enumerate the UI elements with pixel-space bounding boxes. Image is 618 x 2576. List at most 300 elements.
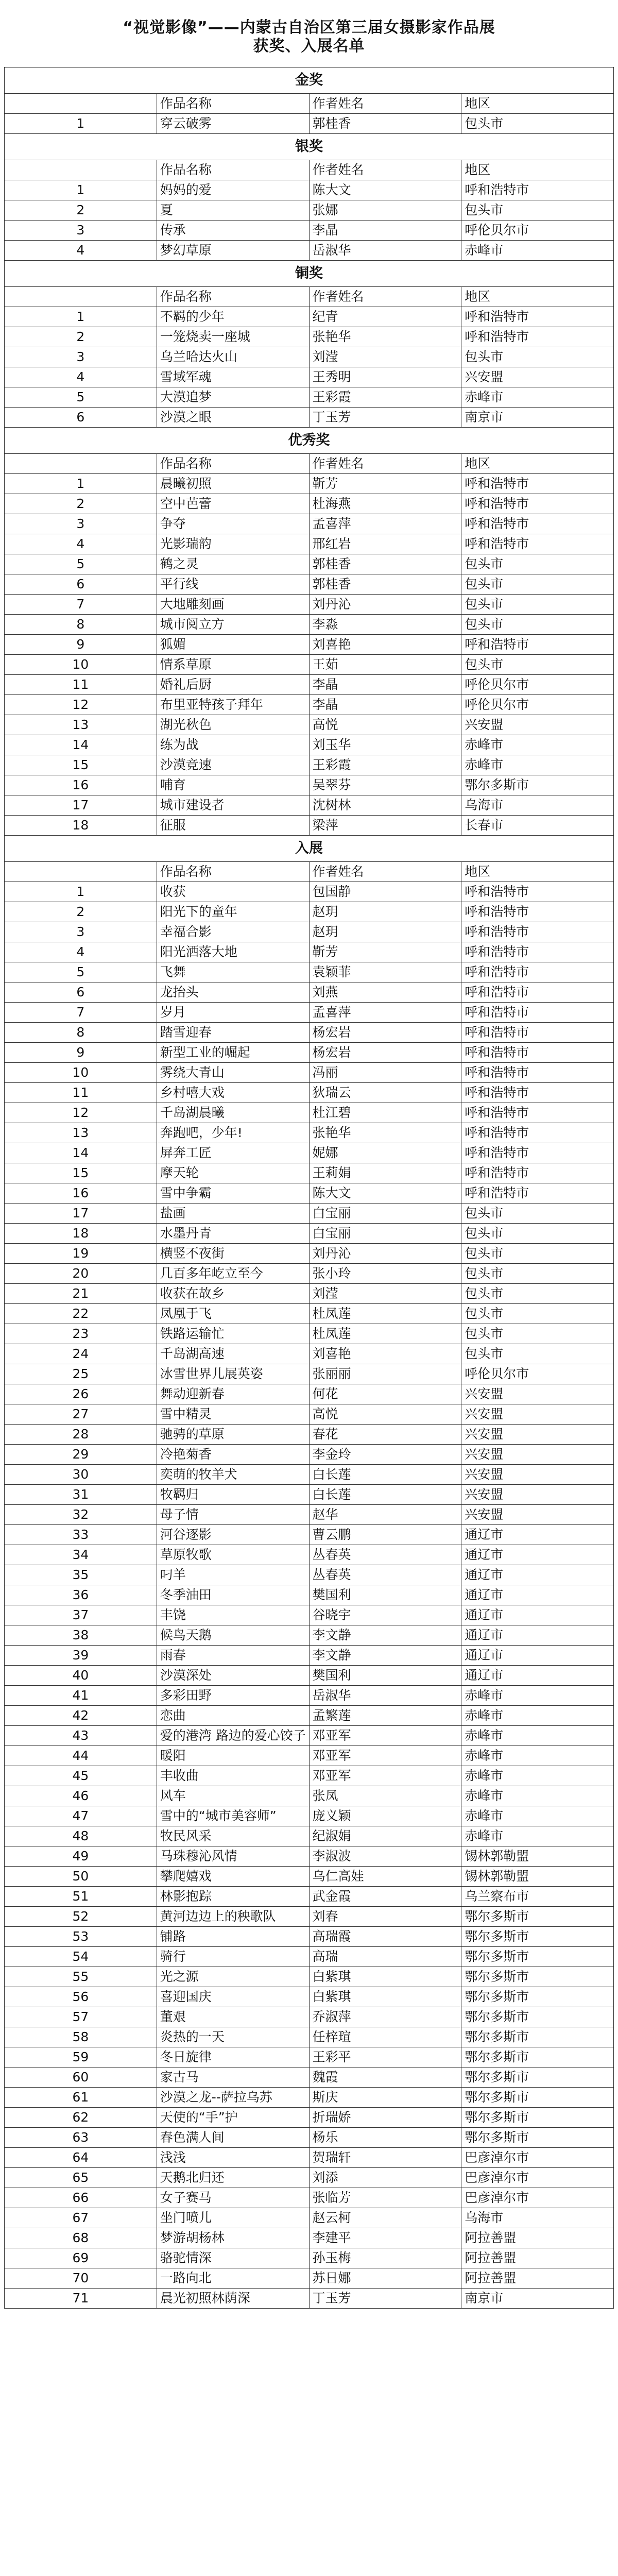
region: 赤峰市 [461,735,614,755]
work-title: 传承 [157,221,309,241]
work-title: 妈妈的爱 [157,180,309,200]
table-row [5,1103,614,1123]
header-author: 作者姓名 [309,862,461,882]
region: 巴彦淖尔市 [461,2148,614,2168]
region: 包头市 [461,1324,614,1344]
table-row [5,1445,614,1465]
author-name: 杨宏岩 [309,1043,461,1063]
author-name: 纪淑娟 [309,1826,461,1846]
work-title: 不羁的少年 [157,307,309,327]
header-index [5,862,157,882]
author-name: 包国静 [309,882,461,902]
row-index: 1 [5,114,157,134]
region: 鄂尔多斯市 [461,2027,614,2047]
table-row [5,1706,614,1726]
region: 呼伦贝尔市 [461,695,614,715]
author-name: 赵云柯 [309,2208,461,2228]
table-row [5,755,614,775]
work-title: 光之源 [157,1967,309,1987]
region: 包头市 [461,1224,614,1244]
work-title: 冬季油田 [157,1585,309,1605]
row-index: 1 [5,180,157,200]
region: 赤峰市 [461,1706,614,1726]
author-name: 张艳华 [309,1123,461,1143]
row-index: 7 [5,1003,157,1023]
region: 包头市 [461,114,614,134]
work-title: 收获 [157,882,309,902]
author-name: 赵华 [309,1505,461,1525]
table-row [5,1244,614,1264]
region: 包头市 [461,554,614,574]
work-title: 岁月 [157,1003,309,1023]
table-row [5,2007,614,2027]
table-row [5,1465,614,1485]
author-name: 李淑波 [309,1846,461,1867]
row-index: 19 [5,1244,157,1264]
region: 通辽市 [461,1585,614,1605]
table-row [5,2088,614,2108]
work-title: 婚礼后厨 [157,675,309,695]
author-name: 孟喜萍 [309,1003,461,1023]
region: 呼和浩特市 [461,1103,614,1123]
region: 鄂尔多斯市 [461,2007,614,2027]
table-row [5,387,614,408]
author-name: 白紫琪 [309,1987,461,2007]
work-title: 沙漠竞速 [157,755,309,775]
row-index: 13 [5,715,157,735]
table-row [5,221,614,241]
author-name: 白宝丽 [309,1224,461,1244]
region: 通辽市 [461,1646,614,1666]
header-author: 作者姓名 [309,94,461,114]
section-title-row [5,836,614,862]
header-name: 作品名称 [157,287,309,307]
work-title: 大地雕刻画 [157,595,309,615]
region: 阿拉善盟 [461,2228,614,2248]
region: 包头市 [461,347,614,367]
table-row [5,2027,614,2047]
region: 鄂尔多斯市 [461,1987,614,2007]
header-index [5,287,157,307]
table-row [5,735,614,755]
work-title: 暖阳 [157,1746,309,1766]
row-index: 33 [5,1525,157,1545]
table-row [5,962,614,982]
table-row [5,2067,614,2088]
work-title: 沙漠之眼 [157,408,309,428]
region: 兴安盟 [461,1445,614,1465]
author-name: 李晶 [309,221,461,241]
region: 兴安盟 [461,367,614,387]
table-row [5,307,614,327]
region: 呼和浩特市 [461,1043,614,1063]
table-row [5,655,614,675]
region: 呼和浩特市 [461,307,614,327]
header-author: 作者姓名 [309,287,461,307]
work-title: 雨春 [157,1646,309,1666]
work-title: 空中芭蕾 [157,494,309,514]
work-title: 雪中精灵 [157,1404,309,1425]
author-name: 白宝丽 [309,1204,461,1224]
table-row [5,1605,614,1625]
row-index: 6 [5,574,157,595]
region: 锡林郭勒盟 [461,1867,614,1887]
author-name: 高瑞霞 [309,1927,461,1947]
author-name: 陈大文 [309,180,461,200]
table-row [5,1003,614,1023]
work-title: 水墨丹青 [157,1224,309,1244]
region: 通辽市 [461,1625,614,1646]
row-index: 13 [5,1123,157,1143]
header-name: 作品名称 [157,454,309,474]
section-title-row [5,67,614,94]
author-name: 郭桂香 [309,574,461,595]
row-index: 21 [5,1284,157,1304]
table-row [5,882,614,902]
region: 包头市 [461,574,614,595]
table-row [5,1324,614,1344]
row-index: 45 [5,1766,157,1786]
row-index: 41 [5,1686,157,1706]
region: 兴安盟 [461,1425,614,1445]
row-index: 63 [5,2128,157,2148]
table-row [5,2268,614,2289]
region: 鄂尔多斯市 [461,775,614,795]
table-row [5,1927,614,1947]
region: 通辽市 [461,1545,614,1565]
table-row [5,408,614,428]
row-index: 4 [5,367,157,387]
work-title: 丰饶 [157,1605,309,1625]
table-row [5,494,614,514]
table-row [5,1967,614,1987]
author-name: 张丽丽 [309,1364,461,1384]
row-index: 4 [5,534,157,554]
row-index: 61 [5,2088,157,2108]
work-title: 沙漠深处 [157,1666,309,1686]
work-title: 爱的港湾 路边的爱心饺子 [157,1726,309,1746]
page-title: “视觉影像”——内蒙古自治区第三届女摄影家作品展 [123,19,495,37]
region: 通辽市 [461,1666,614,1686]
table-row [5,1726,614,1746]
row-index: 38 [5,1625,157,1646]
table-row [5,982,614,1003]
author-name: 曹云鹏 [309,1525,461,1545]
work-title: 练为战 [157,735,309,755]
table-row [5,1947,614,1967]
work-title: 狐媚 [157,635,309,655]
row-index: 59 [5,2047,157,2067]
author-name: 狄瑞云 [309,1083,461,1103]
row-index: 15 [5,1163,157,1183]
region: 包头市 [461,595,614,615]
author-name: 王秀明 [309,367,461,387]
row-index: 1 [5,307,157,327]
table-row [5,1183,614,1204]
table-row [5,514,614,534]
region: 兴安盟 [461,1485,614,1505]
work-title: 春色满人间 [157,2128,309,2148]
work-title: 恋曲 [157,1706,309,1726]
table-row [5,1646,614,1666]
region: 包头市 [461,1284,614,1304]
table-row [5,1485,614,1505]
author-name: 王彩霞 [309,387,461,408]
region: 赤峰市 [461,1686,614,1706]
author-name: 丛春英 [309,1565,461,1585]
region: 呼和浩特市 [461,1063,614,1083]
row-index: 30 [5,1465,157,1485]
table-row [5,1686,614,1706]
section-title: 银奖 [5,134,614,160]
author-name: 岳淑华 [309,1686,461,1706]
work-title: 草原牧歌 [157,1545,309,1565]
author-name: 杨乐 [309,2128,461,2148]
row-index: 28 [5,1425,157,1445]
author-name: 张临芳 [309,2188,461,2208]
row-index: 42 [5,1706,157,1726]
region: 呼和浩特市 [461,327,614,347]
author-name: 高悦 [309,715,461,735]
row-index: 12 [5,695,157,715]
row-index: 50 [5,1867,157,1887]
work-title: 冷艳菊香 [157,1445,309,1465]
author-name: 刘滢 [309,347,461,367]
region: 呼和浩特市 [461,180,614,200]
table-row [5,1505,614,1525]
author-name: 杜凤莲 [309,1324,461,1344]
row-index: 46 [5,1786,157,1806]
row-index: 16 [5,1183,157,1204]
work-title: 雪中争霸 [157,1183,309,1204]
work-title: 骑行 [157,1947,309,1967]
work-title: 龙抬头 [157,982,309,1003]
author-name: 郭桂香 [309,554,461,574]
title-block [0,10,618,67]
author-name: 王彩霞 [309,755,461,775]
table-row [5,1425,614,1445]
work-title: 争夺 [157,514,309,534]
table-row [5,1766,614,1786]
section-title: 入展 [5,836,614,862]
section-title: 优秀奖 [5,428,614,454]
region: 包头市 [461,1244,614,1264]
author-name: 谷晓宇 [309,1605,461,1625]
table-row [5,1023,614,1043]
table-row [5,2188,614,2208]
header-author: 作者姓名 [309,160,461,180]
table-row [5,1746,614,1766]
row-index: 66 [5,2188,157,2208]
region: 乌兰察布市 [461,1887,614,1907]
region: 鄂尔多斯市 [461,1947,614,1967]
header-index [5,94,157,114]
table-row [5,1666,614,1686]
work-title: 布里亚特孩子拜年 [157,695,309,715]
work-title: 沙漠之龙--萨拉乌苏 [157,2088,309,2108]
column-header-row [5,454,614,474]
region: 通辽市 [461,1525,614,1545]
author-name: 丁玉芳 [309,408,461,428]
row-index: 69 [5,2248,157,2268]
region: 呼和浩特市 [461,1143,614,1163]
table-row [5,1404,614,1425]
table-row [5,474,614,494]
work-title: 叼羊 [157,1565,309,1585]
author-name: 贺瑞轩 [309,2148,461,2168]
table-row [5,180,614,200]
author-name: 李金玲 [309,1445,461,1465]
region: 呼和浩特市 [461,1163,614,1183]
row-index: 55 [5,1967,157,1987]
table-row [5,1163,614,1183]
region: 赤峰市 [461,755,614,775]
work-title: 梦幻草原 [157,241,309,261]
region: 长春市 [461,816,614,836]
work-title: 雾绕大青山 [157,1063,309,1083]
table-row [5,1545,614,1565]
table-row [5,1625,614,1646]
row-index: 20 [5,1264,157,1284]
region: 鄂尔多斯市 [461,2108,614,2128]
author-name: 杜海燕 [309,494,461,514]
table-row [5,1083,614,1103]
author-name: 刘燕 [309,982,461,1003]
table-row [5,1786,614,1806]
row-index: 14 [5,1143,157,1163]
table-row [5,2047,614,2067]
row-index: 2 [5,327,157,347]
region: 呼和浩特市 [461,922,614,942]
table-row [5,1264,614,1284]
table-row [5,715,614,735]
table-row [5,200,614,221]
row-index: 43 [5,1726,157,1746]
section-title-row [5,134,614,160]
work-title: 城市阅立方 [157,615,309,635]
author-name: 邓亚军 [309,1726,461,1746]
table-row [5,2248,614,2268]
author-name: 刘春 [309,1907,461,1927]
work-title: 夏 [157,200,309,221]
header-region: 地区 [461,160,614,180]
row-index: 47 [5,1806,157,1826]
row-index: 10 [5,1063,157,1083]
region: 锡林郭勒盟 [461,1846,614,1867]
author-name: 孟繁莲 [309,1706,461,1726]
author-name: 樊国利 [309,1585,461,1605]
region: 鄂尔多斯市 [461,1967,614,1987]
author-name: 靳芳 [309,474,461,494]
author-name: 刘丹沁 [309,1244,461,1264]
table-row [5,241,614,261]
work-title: 千岛湖高速 [157,1344,309,1364]
row-index: 36 [5,1585,157,1605]
row-index: 56 [5,1987,157,2007]
author-name: 高瑞 [309,1947,461,1967]
row-index: 8 [5,615,157,635]
table-row [5,1867,614,1887]
work-title: 林影抱踪 [157,1887,309,1907]
table-row [5,2228,614,2248]
region: 呼和浩特市 [461,494,614,514]
table-row [5,1224,614,1244]
work-title: 风车 [157,1786,309,1806]
region: 鄂尔多斯市 [461,2128,614,2148]
section-title-row [5,428,614,454]
region: 呼和浩特市 [461,902,614,922]
row-index: 18 [5,1224,157,1244]
region: 兴安盟 [461,1465,614,1485]
row-index: 64 [5,2148,157,2168]
work-title: 候鸟天鹅 [157,1625,309,1646]
row-index: 53 [5,1927,157,1947]
header-region: 地区 [461,94,614,114]
author-name: 乌仁高娃 [309,1867,461,1887]
row-index: 3 [5,514,157,534]
author-name: 春花 [309,1425,461,1445]
work-title: 骆驼情深 [157,2248,309,2268]
author-name: 折瑞娇 [309,2108,461,2128]
column-header-row [5,160,614,180]
work-title: 一笼烧卖一座城 [157,327,309,347]
region: 鄂尔多斯市 [461,1907,614,1927]
row-index: 65 [5,2168,157,2188]
table-row [5,2168,614,2188]
work-title: 光影瑞韵 [157,534,309,554]
region: 南京市 [461,2289,614,2309]
author-name: 刘添 [309,2168,461,2188]
author-name: 沈树林 [309,795,461,816]
author-name: 赵玥 [309,902,461,922]
author-name: 岳淑华 [309,241,461,261]
region: 呼和浩特市 [461,1023,614,1043]
work-title: 铺路 [157,1927,309,1947]
row-index: 58 [5,2027,157,2047]
table-row [5,1143,614,1163]
row-index: 52 [5,1907,157,1927]
header-index [5,160,157,180]
section-title: 铜奖 [5,261,614,287]
row-index: 10 [5,655,157,675]
author-name: 张小玲 [309,1264,461,1284]
region: 呼和浩特市 [461,1183,614,1204]
table-row [5,942,614,962]
row-index: 32 [5,1505,157,1525]
author-name: 王莉娟 [309,1163,461,1183]
header-region: 地区 [461,862,614,882]
row-index: 25 [5,1364,157,1384]
row-index: 51 [5,1887,157,1907]
work-title: 征服 [157,816,309,836]
author-name: 乔淑萍 [309,2007,461,2027]
table-row [5,902,614,922]
author-name: 郭桂香 [309,114,461,134]
author-name: 纪青 [309,307,461,327]
header-index [5,454,157,474]
table-row [5,635,614,655]
author-name: 孟喜萍 [309,514,461,534]
header-region: 地区 [461,287,614,307]
table-row [5,1585,614,1605]
work-title: 乡村嘻大戏 [157,1083,309,1103]
work-title: 河谷逐影 [157,1525,309,1545]
region: 包头市 [461,200,614,221]
author-name: 白紫琪 [309,1967,461,1987]
author-name: 梁萍 [309,816,461,836]
table-row [5,1344,614,1364]
region: 包头市 [461,1204,614,1224]
